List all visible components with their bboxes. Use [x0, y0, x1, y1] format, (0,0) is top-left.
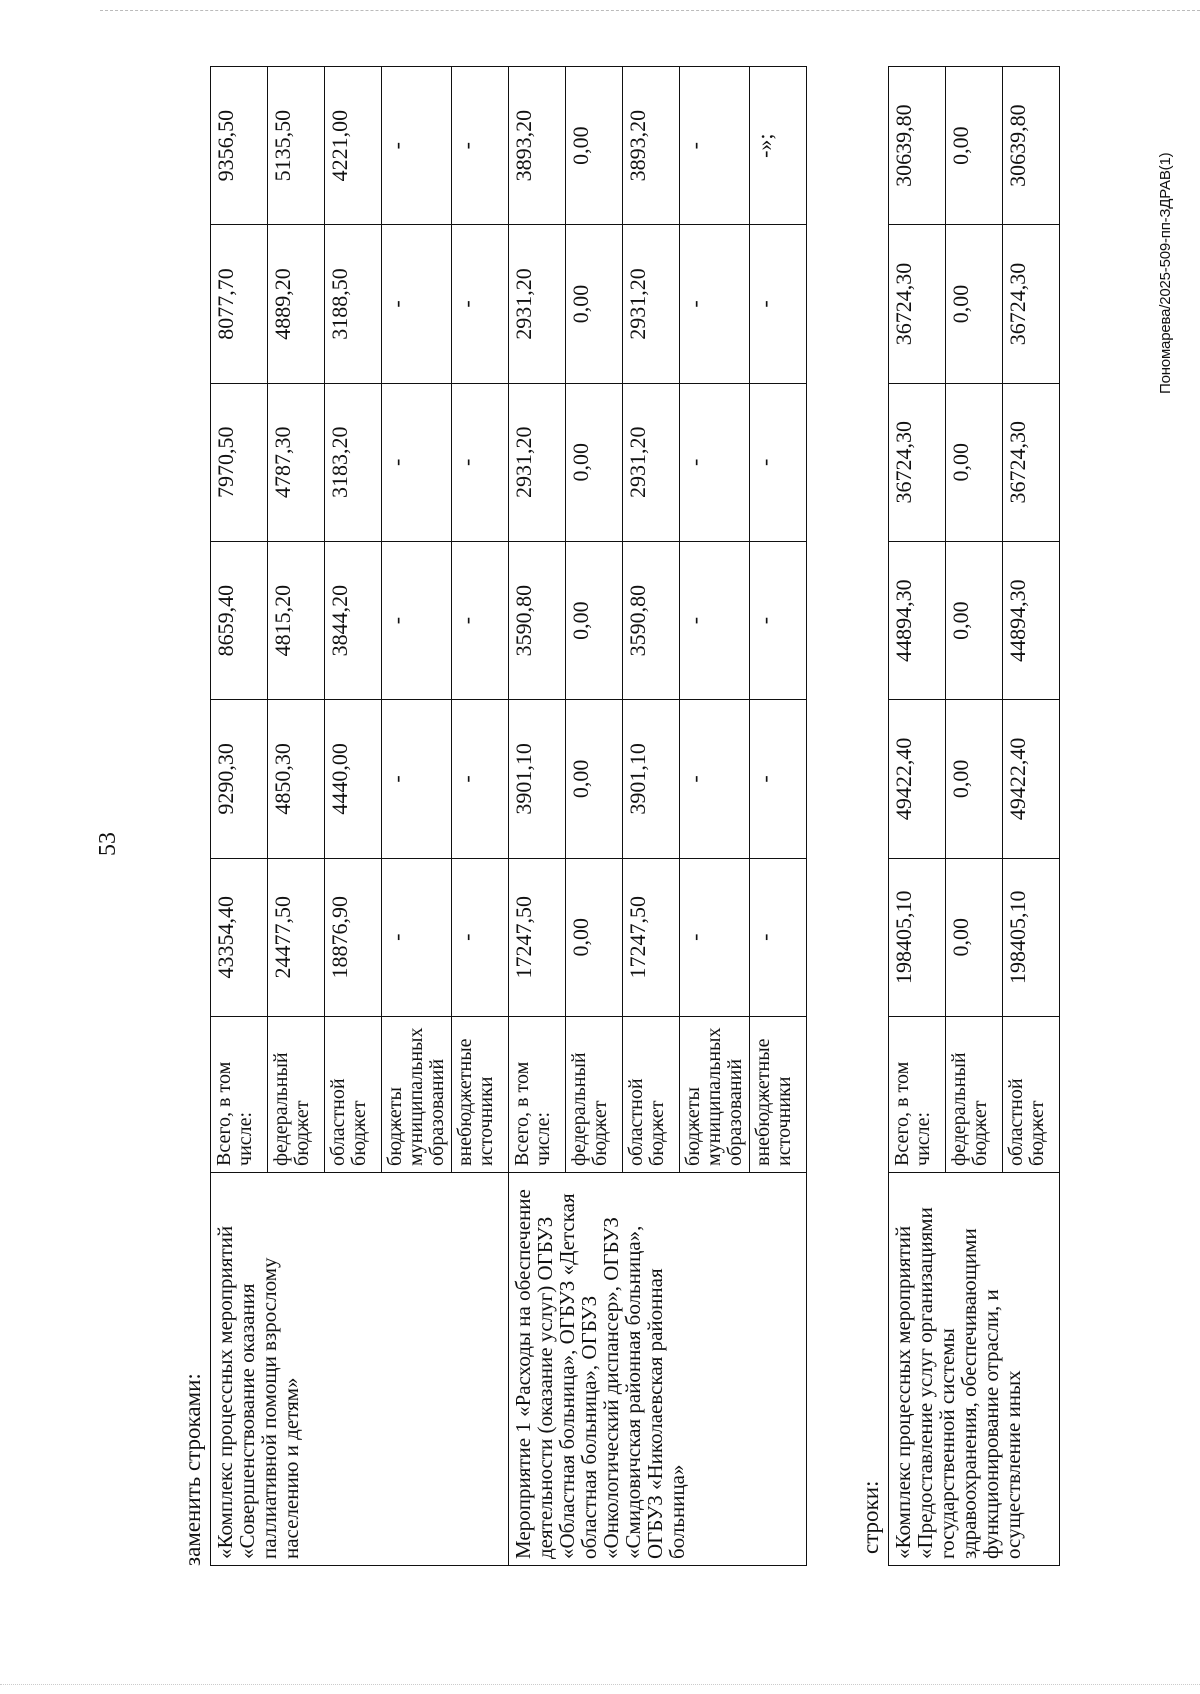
- value-cell: 18876,90: [325, 858, 382, 1016]
- value-cell: -: [680, 541, 750, 699]
- value-cell: -: [680, 858, 750, 1016]
- value-cell: 3901,10: [509, 700, 566, 858]
- funding-source: бюджеты муниципальных образований: [680, 1016, 750, 1172]
- value-cell: 198405,10: [1003, 858, 1060, 1016]
- value-cell: -: [452, 700, 509, 858]
- value-cell: 0,00: [946, 67, 1003, 225]
- funding-source: внебюджетные источники: [750, 1016, 807, 1172]
- value-cell: 3188,50: [325, 225, 382, 383]
- budget-table-replacement: [210, 66, 807, 1566]
- table-row: [889, 67, 946, 1566]
- value-cell: 4440,00: [325, 700, 382, 858]
- value-cell: 4787,30: [268, 383, 325, 541]
- value-cell: -: [382, 700, 452, 858]
- value-cell: 0,00: [946, 858, 1003, 1016]
- value-cell: 0,00: [566, 383, 623, 541]
- funding-source: федеральный бюджет: [566, 1016, 623, 1172]
- value-cell: -: [452, 225, 509, 383]
- replace-instruction: заменить строками:: [180, 1373, 205, 1566]
- value-cell: 0,00: [566, 541, 623, 699]
- value-cell: 4889,20: [268, 225, 325, 383]
- table-row: [509, 67, 566, 1566]
- value-cell: 8659,40: [211, 541, 268, 699]
- value-cell: -: [680, 383, 750, 541]
- value-cell: -: [382, 383, 452, 541]
- value-cell: 2931,20: [509, 225, 566, 383]
- value-cell: 36724,30: [889, 383, 946, 541]
- value-cell: -: [382, 858, 452, 1016]
- value-cell: -: [750, 225, 807, 383]
- value-cell: -: [382, 541, 452, 699]
- value-cell: -: [750, 858, 807, 1016]
- value-cell: 49422,40: [889, 700, 946, 858]
- value-cell: 0,00: [566, 67, 623, 225]
- document-footer-code: Пономарева/2025-509-пп-ЗДРАВ(1): [1157, 152, 1174, 394]
- value-cell: -: [680, 67, 750, 225]
- page-number: 53: [95, 832, 121, 856]
- budget-table-rows: [888, 66, 1060, 1566]
- value-cell: 2931,20: [623, 383, 680, 541]
- funding-source: областной бюджет: [623, 1016, 680, 1172]
- value-cell: 198405,10: [889, 858, 946, 1016]
- funding-source: Всего, в том числе:: [889, 1016, 946, 1172]
- value-cell: 3893,20: [509, 67, 566, 225]
- funding-source: внебюджетные источники: [452, 1016, 509, 1172]
- value-cell: -: [452, 858, 509, 1016]
- value-cell: 3901,10: [623, 700, 680, 858]
- value-cell: 0,00: [566, 700, 623, 858]
- funding-source: бюджеты муниципальных образований: [382, 1016, 452, 1172]
- value-cell: -: [750, 700, 807, 858]
- value-cell: 30639,80: [1003, 67, 1060, 225]
- value-cell: -»;: [750, 67, 807, 225]
- value-cell: 3590,80: [509, 541, 566, 699]
- value-cell: -: [452, 67, 509, 225]
- funding-source: Всего, в том числе:: [211, 1016, 268, 1172]
- value-cell: 0,00: [946, 541, 1003, 699]
- value-cell: 44894,30: [1003, 541, 1060, 699]
- value-cell: 8077,70: [211, 225, 268, 383]
- value-cell: 43354,40: [211, 858, 268, 1016]
- value-cell: 0,00: [946, 383, 1003, 541]
- program-description: «Комплекс процессных мероприятий «Совершенствование оказания паллиативной помощи взрослому населению и детям»: [211, 1172, 509, 1565]
- value-cell: 36724,30: [1003, 225, 1060, 383]
- value-cell: 0,00: [946, 700, 1003, 858]
- table-row: [211, 67, 268, 1566]
- value-cell: 9356,50: [211, 67, 268, 225]
- value-cell: -: [382, 67, 452, 225]
- value-cell: 30639,80: [889, 67, 946, 225]
- value-cell: 3893,20: [623, 67, 680, 225]
- measure-description: Мероприятие 1 «Расходы на обеспечение деятельности (оказание услуг) ОГБУЗ «Областная больница», ОГБУЗ «Детская областная больница», ОГБУЗ «Онкологический диспансер», ОГБУЗ «Смидовичская районная больница», ОГБУЗ «Николаевская районная больница»: [509, 1172, 807, 1565]
- value-cell: 49422,40: [1003, 700, 1060, 858]
- value-cell: 17247,50: [509, 858, 566, 1016]
- funding-source: областной бюджет: [325, 1016, 382, 1172]
- value-cell: 0,00: [566, 858, 623, 1016]
- value-cell: 5135,50: [268, 67, 325, 225]
- value-cell: 3590,80: [623, 541, 680, 699]
- funding-source: федеральный бюджет: [946, 1016, 1003, 1172]
- value-cell: 9290,30: [211, 700, 268, 858]
- value-cell: -: [680, 225, 750, 383]
- funding-source: Всего, в том числе:: [509, 1016, 566, 1172]
- funding-source: федеральный бюджет: [268, 1016, 325, 1172]
- rows-instruction: строки:: [858, 1480, 883, 1554]
- value-cell: 44894,30: [889, 541, 946, 699]
- program-description: «Комплекс процессных мероприятий «Предоставление услуг организациями государственной системы здравоохранения, обеспечивающими функционирование отрасли, и осуществление иных: [889, 1172, 1060, 1565]
- value-cell: -: [750, 383, 807, 541]
- value-cell: -: [382, 225, 452, 383]
- value-cell: -: [452, 383, 509, 541]
- value-cell: 17247,50: [623, 858, 680, 1016]
- value-cell: 24477,50: [268, 858, 325, 1016]
- value-cell: 36724,30: [889, 225, 946, 383]
- value-cell: -: [680, 700, 750, 858]
- value-cell: -: [750, 541, 807, 699]
- value-cell: 7970,50: [211, 383, 268, 541]
- funding-source: областной бюджет: [1003, 1016, 1060, 1172]
- value-cell: 0,00: [946, 225, 1003, 383]
- value-cell: 0,00: [566, 225, 623, 383]
- value-cell: 3844,20: [325, 541, 382, 699]
- value-cell: -: [452, 541, 509, 699]
- value-cell: 2931,20: [509, 383, 566, 541]
- value-cell: 2931,20: [623, 225, 680, 383]
- value-cell: 36724,30: [1003, 383, 1060, 541]
- value-cell: 4815,20: [268, 541, 325, 699]
- value-cell: 3183,20: [325, 383, 382, 541]
- value-cell: 4850,30: [268, 700, 325, 858]
- value-cell: 4221,00: [325, 67, 382, 225]
